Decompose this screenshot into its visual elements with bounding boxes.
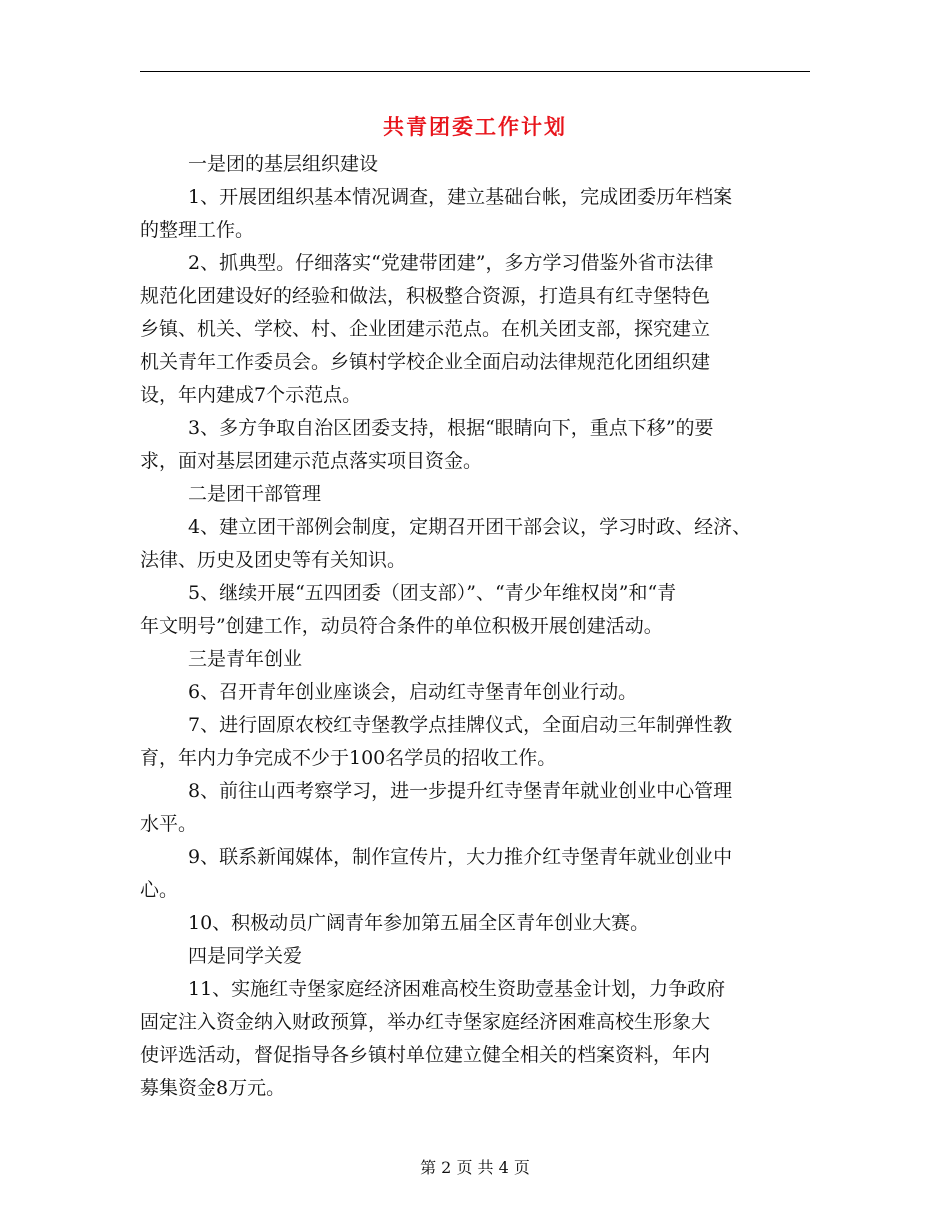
paragraph-line: 4、建立团干部例会制度，定期召开团干部会议，学习时政、经济、 <box>188 516 752 538</box>
paragraph-line: 3、多方争取自治区团委支持，根据“眼睛向下，重点下移”的要 <box>188 417 714 439</box>
paragraph-line: 7、进行固原农校红寺堡教学点挂牌仪式，全面启动三年制弹性教 <box>188 714 733 736</box>
paragraph-line: 的整理工作。 <box>140 219 255 241</box>
paragraph-line: 1、开展团组织基本情况调查，建立基础台帐，完成团委历年档案 <box>188 186 733 208</box>
document-title: 共青团委工作计划 <box>383 115 567 139</box>
paragraph-line: 固定注入资金纳入财政预算，举办红寺堡家庭经济困难高校生形象大 <box>140 1011 711 1033</box>
paragraph-line: 11、实施红寺堡家庭经济困难高校生资助壹基金计划，力争政府 <box>188 978 726 1000</box>
page-footer: 第 2 页 共 4 页 <box>420 1158 530 1177</box>
paragraph-line: 年文明号”创建工作，动员符合条件的单位积极开展创建活动。 <box>140 615 663 637</box>
paragraph-line: 水平。 <box>140 813 198 835</box>
section-heading: 二是团干部管理 <box>188 483 322 505</box>
paragraph-line: 设，年内建成7个示范点。 <box>140 384 362 406</box>
paragraph-line: 9、联系新闻媒体，制作宣传片，大力推介红寺堡青年就业创业中 <box>188 846 733 868</box>
header-rule <box>140 71 810 72</box>
paragraph-line: 募集资金8万元。 <box>140 1077 286 1099</box>
section-heading: 一是团的基层组织建设 <box>188 153 379 175</box>
paragraph-line: 2、抓典型。仔细落实“党建带团建”，多方学习借鉴外省市法律 <box>188 252 714 274</box>
paragraph-line: 使评选活动，督促指导各乡镇村单位建立健全相关的档案资料，年内 <box>140 1044 711 1066</box>
section-heading: 四是同学关爱 <box>188 945 303 967</box>
paragraph-line: 规范化团建设好的经验和做法，积极整合资源，打造具有红寺堡特色 <box>140 285 711 307</box>
paragraph-line: 心。 <box>140 879 179 901</box>
paragraph-line: 机关青年工作委员会。乡镇村学校企业全面启动法律规范化团组织建 <box>140 351 711 373</box>
paragraph-line: 法律、历史及团史等有关知识。 <box>140 549 407 571</box>
paragraph-line: 10、积极动员广阔青年参加第五届全区青年创业大赛。 <box>188 912 650 934</box>
paragraph-line: 求，面对基层团建示范点落实项目资金。 <box>140 450 483 472</box>
paragraph-line: 8、前往山西考察学习，进一步提升红寺堡青年就业创业中心管理 <box>188 780 733 802</box>
paragraph-line: 5、继续开展“五四团委（团支部）”、“青少年维权岗”和“青 <box>188 582 677 604</box>
paragraph-line: 6、召开青年创业座谈会，启动红寺堡青年创业行动。 <box>188 681 638 703</box>
paragraph-line: 育，年内力争完成不少于100名学员的招收工作。 <box>140 747 557 769</box>
section-heading: 三是青年创业 <box>188 648 303 670</box>
paragraph-line: 乡镇、机关、学校、村、企业团建示范点。在机关团支部，探究建立 <box>140 318 711 340</box>
